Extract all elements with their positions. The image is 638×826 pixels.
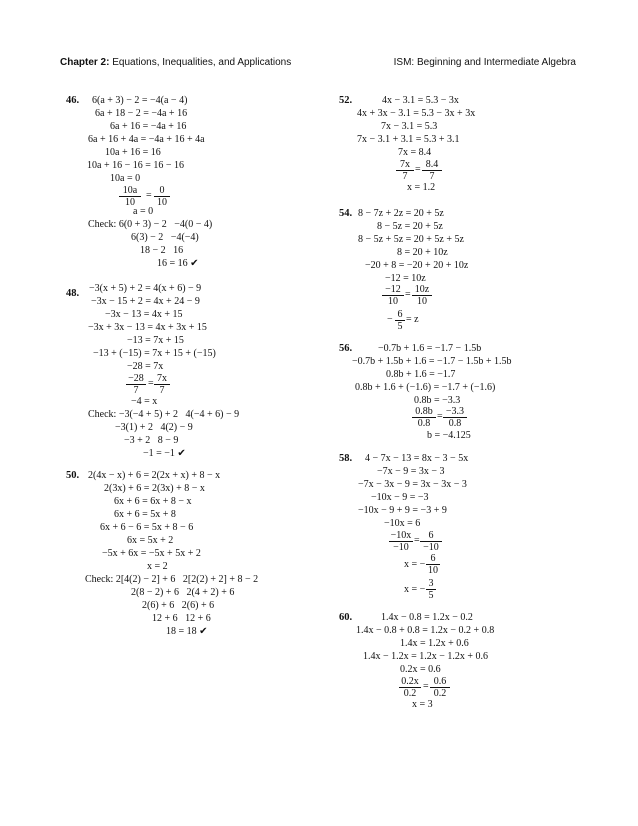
problem-number: 60. [339, 612, 353, 623]
equation-step: −3(x + 5) + 2 = 4(x + 6) − 9 [89, 283, 202, 294]
fraction: $\frac{10z}{10}$ [412, 284, 432, 307]
equation-step: −5x + 6x = −5x + 5x + 2 [102, 548, 201, 559]
check-line: −1 = −1 ✔ [143, 448, 186, 459]
result-sign: − [387, 314, 393, 325]
fraction: $\frac{0.2x}{0.2}$ [399, 676, 421, 699]
equation-step: 6a + 16 + 4a = −4a + 16 + 4a [88, 134, 205, 145]
result: x = − [404, 559, 426, 570]
equation-step: 7x = 8.4 [398, 147, 432, 158]
problem-number: 58. [339, 453, 353, 464]
equation-step: 7x − 3.1 = 5.3 [381, 121, 438, 132]
equation-step: −28 = 7x [127, 361, 164, 372]
equation-step: 2(3x) + 6 = 2(3x) + 8 − x [104, 483, 205, 494]
equation-step: 8 = 20 + 10z [397, 247, 448, 258]
problem-number: 52. [339, 95, 353, 106]
result: = z [406, 314, 419, 325]
fraction: $\frac{6}{5}$ [395, 309, 405, 332]
equation-step: 1.4x − 0.8 + 0.8 = 1.2x − 0.2 + 0.8 [356, 625, 495, 636]
equation-step: 4 − 7x − 13 = 8x − 3 − 5x [365, 453, 469, 464]
equals-sign: = [423, 681, 429, 692]
problem-number: 50. [66, 470, 80, 481]
equation-step: 6x + 6 = 6x + 8 − x [114, 496, 192, 507]
running-header-left [60, 57, 291, 68]
fraction: $\frac{-3.3}{0.8}$ [443, 406, 467, 429]
result: x = 3 [412, 699, 433, 710]
fraction: $\frac{6}{-10}$ [420, 530, 442, 553]
result: b = −4.125 [427, 430, 471, 441]
equation-step: −12 = 10z [385, 273, 426, 284]
equation-step: −3x + 3x − 13 = 4x + 3x + 15 [88, 322, 207, 333]
check-line: Check: 2[4(2) − 2] + 6 2[2(2) + 2] + 8 − 2 [85, 574, 259, 585]
equation-step: 6a + 18 − 2 = −4a + 16 [95, 108, 188, 119]
equation-step: −3x − 13 = 4x + 15 [105, 309, 183, 320]
equation-step: 4x − 3.1 = 5.3 − 3x [382, 95, 459, 106]
fraction: $\frac{7x}{7}$ [154, 373, 170, 396]
fraction: $\frac{10a}{10}$ [119, 185, 141, 208]
equals-sign: = [414, 535, 420, 546]
check-line: Check: 6(0 + 3) − 2 −4(0 − 4) [88, 219, 213, 230]
problem-number: 48. [66, 288, 80, 299]
equals-sign: = [415, 164, 421, 175]
equation-step: 8 − 5z = 20 + 5z [377, 221, 443, 232]
fraction: $\frac{3}{5}$ [426, 578, 436, 601]
equation-step: 10a + 16 − 16 = 16 − 16 [87, 160, 184, 171]
result: a = 0 [133, 206, 154, 217]
check-line: 12 + 6 12 + 6 [152, 613, 211, 624]
check-line: 6(3) − 2 −4(−4) [131, 232, 199, 243]
equation-step: 10a + 16 = 16 [105, 147, 161, 158]
equation-step: −0.7b + 1.5b + 1.6 = −1.7 − 1.5b + 1.5b [352, 356, 512, 367]
result: −4 = x [131, 396, 158, 407]
equation-step: 0.8b + 1.6 = −1.7 [386, 369, 456, 380]
equals-sign: = [148, 378, 154, 389]
equation-step: 6x = 5x + 2 [127, 535, 174, 546]
equation-step: 10a = 0 [110, 173, 141, 184]
fraction: $\frac{-12}{10}$ [382, 284, 404, 307]
equation-step: 0.2x = 0.6 [400, 664, 441, 675]
equation-step: 6(a + 3) − 2 = −4(a − 4) [92, 95, 188, 106]
fraction: $\frac{7x}{7}$ [396, 159, 414, 182]
fraction: $\frac{6}{10}$ [428, 553, 438, 576]
fraction: $\frac{0}{10}$ [154, 185, 170, 208]
chapter-title: Equations, Inequalities, and Applications [112, 57, 292, 68]
chapter-label: Chapter 2: [60, 57, 110, 68]
check-line: 18 − 2 16 [140, 245, 184, 256]
equals-sign: = [146, 190, 152, 201]
equation-step: 1.4x = 1.2x + 0.6 [400, 638, 469, 649]
result: x = 1.2 [407, 182, 436, 193]
equation-step: −0.7b + 1.6 = −1.7 − 1.5b [378, 343, 482, 354]
equation-step: 6x + 6 − 6 = 5x + 8 − 6 [100, 522, 194, 533]
equation-step: 1.4x − 1.2x = 1.2x − 1.2x + 0.6 [363, 651, 489, 662]
equation-step: −7x − 9 = 3x − 3 [377, 466, 445, 477]
equation-step: 6x + 6 = 5x + 8 [114, 509, 176, 520]
running-header-right: ISM: Beginning and Intermediate Algebra [393, 57, 576, 68]
equation-step: −13 + (−15) = 7x + 15 + (−15) [93, 348, 216, 359]
check-line: 16 = 16 ✔ [157, 258, 199, 269]
check-line: −3(1) + 2 4(2) − 9 [115, 422, 193, 433]
equation-step: −10x − 9 = −3 [371, 492, 429, 503]
equation-step: 0.8b = −3.3 [414, 395, 461, 406]
equation-step: −13 = 7x + 15 [127, 335, 184, 346]
equals-sign: = [437, 411, 443, 422]
equation-step: −10x − 9 + 9 = −3 + 9 [358, 505, 447, 516]
equation-step: 1.4x − 0.8 = 1.2x − 0.2 [381, 612, 473, 623]
problem-number: 56. [339, 343, 353, 354]
result: x = − [404, 584, 426, 595]
check-line: Check: −3(−4 + 5) + 2 4(−4 + 6) − 9 [88, 409, 240, 420]
equation-step: 7x − 3.1 + 3.1 = 5.3 + 3.1 [357, 134, 460, 145]
fraction: $\frac{-10x}{-10}$ [390, 530, 412, 553]
equation-step: −3x − 15 + 2 = 4x + 24 − 9 [91, 296, 200, 307]
check-line: 2(8 − 2) + 6 2(4 + 2) + 6 [131, 587, 235, 598]
equation-step: −20 + 8 = −20 + 20 + 10z [365, 260, 469, 271]
check-line: 18 = 18 ✔ [166, 626, 208, 637]
fraction: $\frac{0.8b}{0.8}$ [412, 406, 436, 429]
equation-step: 8 − 7z + 2z = 20 + 5z [358, 208, 444, 219]
fraction: $\frac{-28}{7}$ [126, 373, 146, 396]
problem-number: 46. [66, 95, 80, 106]
fraction: $\frac{8.4}{7}$ [422, 159, 442, 182]
fraction: $\frac{0.6}{0.2}$ [430, 676, 450, 699]
equation-step: −7x − 3x − 9 = 3x − 3x − 3 [358, 479, 467, 490]
equation-step: 0.8b + 1.6 + (−1.6) = −1.7 + (−1.6) [355, 382, 496, 393]
equation-step: −10x = 6 [384, 518, 421, 529]
equals-sign: = [405, 289, 411, 300]
check-line: 2(6) + 6 2(6) + 6 [142, 600, 215, 611]
check-line: −3 + 2 8 − 9 [124, 435, 179, 446]
equation-step: 4x + 3x − 3.1 = 5.3 − 3x + 3x [357, 108, 476, 119]
result: x = 2 [147, 561, 168, 572]
equation-step: 6a + 16 = −4a + 16 [110, 121, 187, 132]
equation-step: 2(4x − x) + 6 = 2(2x + x) + 8 − x [88, 470, 221, 481]
equation-step: 8 − 5z + 5z = 20 + 5z + 5z [358, 234, 464, 245]
problem-number: 54. [339, 208, 353, 219]
